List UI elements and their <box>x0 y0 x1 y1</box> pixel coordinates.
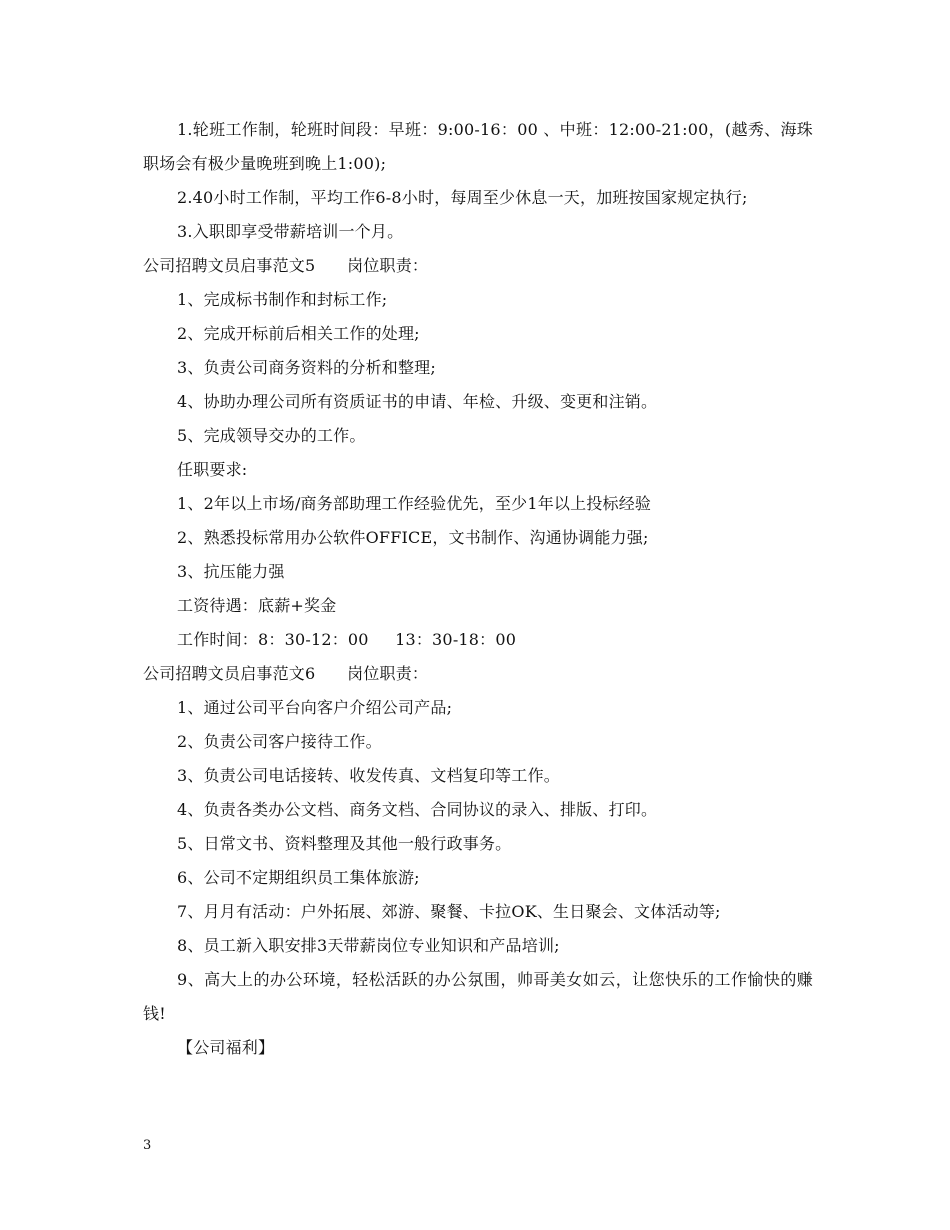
working-time-line: 工作时间：8：30-12：00 13：30-18：00 <box>177 630 517 649</box>
benefits-heading: 【公司福利】 <box>177 1038 275 1057</box>
paragraph-paid-training: 3.入职即享受带薪培训一个月。 <box>177 222 404 241</box>
duty6-item-2: 2、负责公司客户接待工作。 <box>177 732 382 751</box>
duty6-item-7: 7、月月有活动：户外拓展、郊游、聚餐、卡拉OK、生日聚会、文体活动等; <box>177 902 721 921</box>
section-heading-5: 公司招聘文员启事范文5 岗位职责： <box>143 256 429 275</box>
duty6-item-3: 3、负责公司电话接转、收发传真、文档复印等工作。 <box>177 766 560 785</box>
salary-line: 工资待遇：底薪+奖金 <box>177 596 337 615</box>
duty6-item-1: 1、通过公司平台向客户介绍公司产品; <box>177 698 453 717</box>
duty-item-3: 3、负责公司商务资料的分析和整理; <box>177 358 436 377</box>
duty-item-4: 4、协助办理公司所有资质证书的申请、年检、升级、变更和注销。 <box>177 392 658 411</box>
requirement-item-3: 3、抗压能力强 <box>177 562 285 581</box>
duty6-item-9: 9、高大上的办公环境，轻松活跃的办公氛围，帅哥美女如云，让您快乐的工作愉快的赚钱! <box>143 970 813 1023</box>
paragraph-shift-schedule: 1.轮班工作制，轮班时间段：早班：9:00-16：00 、中班：12:00-21:00，(越秀、海珠职场会有极少量晚班到晚上1:00); <box>143 120 813 173</box>
duty-item-1: 1、完成标书制作和封标工作; <box>177 290 388 309</box>
requirement-item-2: 2、熟悉投标常用办公软件OFFICE，文书制作、沟通协调能力强; <box>177 528 649 547</box>
paragraph-work-hours: 2.40小时工作制，平均工作6-8小时，每周至少休息一天，加班按国家规定执行; <box>177 188 748 207</box>
duty6-item-6: 6、公司不定期组织员工集体旅游; <box>177 868 420 887</box>
duty6-item-4: 4、负责各类办公文档、商务文档、合同协议的录入、排版、打印。 <box>177 800 658 819</box>
requirements-heading: 任职要求: <box>177 460 248 479</box>
duty-item-2: 2、完成开标前后相关工作的处理; <box>177 324 420 343</box>
document-body <box>143 113 813 1065</box>
section-heading-6: 公司招聘文员启事范文6 岗位职责： <box>143 664 429 683</box>
duty6-item-8: 8、员工新入职安排3天带薪岗位专业知识和产品培训; <box>177 936 560 955</box>
duty-item-5: 5、完成领导交办的工作。 <box>177 426 366 445</box>
duty6-item-5: 5、日常文书、资料整理及其他一般行政事务。 <box>177 834 512 853</box>
requirement-item-1: 1、2年以上市场/商务部助理工作经验优先，至少1年以上投标经验 <box>177 494 652 513</box>
page-number: 3 <box>143 1138 152 1153</box>
